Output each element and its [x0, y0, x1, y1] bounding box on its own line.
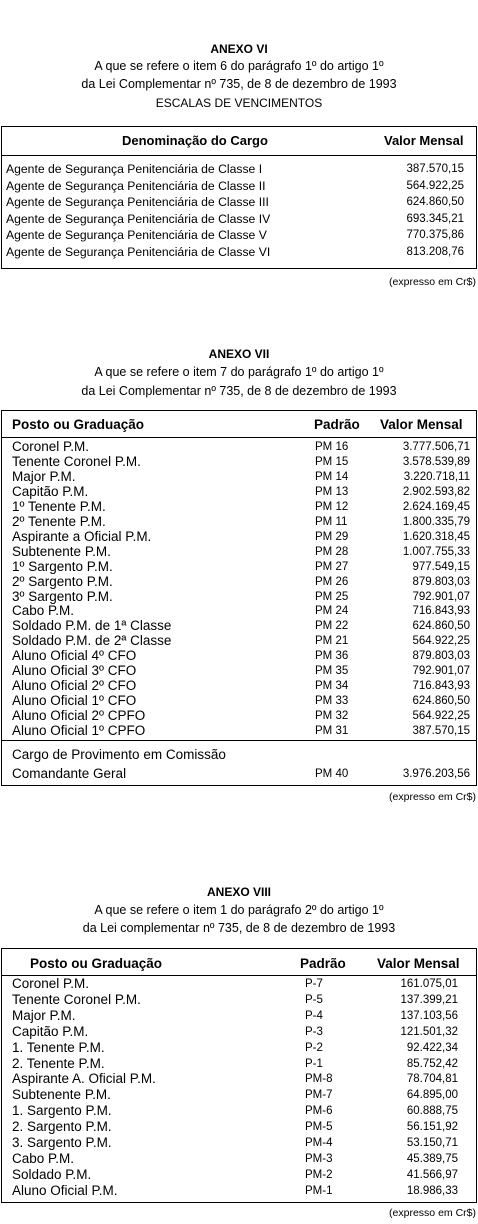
annex7-row-valor: 2.624.169,45	[402, 500, 470, 513]
annex7-row-valor: 3.578.539,89	[402, 455, 470, 468]
annex7-row-valor: 792.901,07	[412, 590, 470, 603]
annex6-row-valor: 693.345,21	[406, 212, 464, 225]
annex7-row-valor: 977.549,15	[412, 560, 470, 573]
annex7-row-valor: 624.860,50	[412, 695, 470, 708]
annex7-row-padrao: PM 24	[315, 605, 349, 618]
annex7-row-posto: Subtenente P.M.	[12, 543, 111, 559]
annex7-row-padrao: PM 12	[315, 500, 349, 513]
annex7-title: ANEXO VII	[208, 347, 270, 361]
annex8-row-valor: 78.704,81	[406, 1073, 458, 1086]
annex6-row-cargo: Agente de Segurança Penitenciária de Classe IV	[6, 211, 271, 226]
annex7-row-padrao: PM 36	[315, 650, 349, 663]
annex7-row-padrao: PM 31	[315, 725, 349, 738]
annex7-note: (expresso em Cr$)	[389, 791, 476, 803]
annex7-row-padrao: PM 13	[315, 485, 349, 498]
annex7-row-padrao: PM 16	[315, 441, 349, 453]
annex6-row-valor: 564.922,25	[406, 179, 464, 192]
annex8-row-padrao: P-2	[305, 1041, 323, 1054]
annex7-section-label: Cargo de Provimento em Comissão	[12, 747, 226, 762]
annex7-row-posto: Aspirante a Oficial P.M.	[12, 528, 152, 544]
annex8-row-posto: Subtenente P.M.	[12, 1087, 111, 1103]
annex6-row-cargo: Agente de Segurança Penitenciária de Classe VI	[6, 245, 271, 259]
annex7-row-padrao: PM 22	[315, 620, 349, 633]
annex6-note: (expresso em Cr$)	[389, 276, 476, 288]
annex6-line3: ESCALAS DE VENCIMENTOS	[155, 96, 323, 110]
annex8-row-padrao: PM-7	[305, 1089, 333, 1102]
annex7-row-valor: 564.922,25	[412, 710, 470, 723]
annex6-row-cargo: Agente de Segurança Penitenciária de Classe III	[6, 195, 269, 210]
annex6-row-valor: 813.208,76	[406, 246, 464, 258]
annex6-row-cargo: Agente de Segurança Penitenciária de Classe II	[6, 178, 266, 193]
annex7-row-posto: Soldado P.M. de 1ª Classe	[12, 618, 172, 634]
annex8-row-padrao: PM-2	[305, 1168, 333, 1181]
annex8-row-padrao: PM-3	[305, 1152, 333, 1165]
annex7-row-valor: 2.902.593,82	[402, 485, 470, 498]
annex7-row-posto: Aluno Oficial 2º CPFO	[12, 708, 146, 724]
annex7-table	[1, 410, 477, 786]
annex7-line2: da Lei Complementar nº 735, de 8 de dezembro de 1993	[81, 384, 397, 398]
annex7-row-padrao: PM 28	[315, 545, 349, 558]
annex8-row-posto: 3. Sargento P.M.	[12, 1135, 112, 1150]
annex8-row-padrao: PM-5	[305, 1121, 333, 1134]
annex7-header-divider	[2, 437, 476, 438]
annex7-row-valor: 387.570,15	[412, 725, 470, 738]
annex7-row-valor: 879.803,03	[412, 650, 470, 663]
annex8-row-valor: 137.103,56	[400, 1009, 458, 1022]
annex7-row-valor: 3.220.718,11	[403, 470, 470, 483]
annex7-row-valor: 624.860,50	[412, 620, 470, 633]
annex7-row-padrao: PM 25	[315, 590, 349, 603]
annex7-row-padrao: PM 11	[315, 515, 348, 528]
annex8-row-valor: 60.888,75	[406, 1105, 458, 1118]
annex8-row-padrao: P-1	[305, 1057, 323, 1070]
annex8-row-valor: 45.389,75	[406, 1152, 458, 1165]
annex8-row-posto: Tenente Coronel P.M.	[12, 991, 141, 1007]
annex8-table	[1, 948, 477, 1203]
annex6-header-valor: Valor Mensal	[384, 133, 464, 148]
annex7-commission-padrao: PM 40	[315, 768, 349, 780]
annex7-row-posto: Major P.M.	[12, 468, 76, 484]
annex8-row-valor: 92.422,34	[406, 1041, 458, 1054]
annex7-header-posto: Posto ou Graduação	[12, 417, 145, 432]
annex7-row-valor: 792.901,07	[412, 665, 470, 678]
annex7-row-valor: 1.007.755,33	[402, 545, 470, 558]
annex7-row-posto: 1º Tenente P.M.	[12, 498, 106, 514]
annex7-row-valor: 716.843,93	[412, 680, 470, 693]
annex7-row-posto: Cabo P.M.	[12, 603, 75, 619]
annex8-header-posto: Posto ou Graduação	[30, 956, 163, 971]
annex7-row-posto: 2º Sargento P.M.	[12, 573, 113, 589]
annex8-row-posto: Aspirante A. Oficial P.M.	[12, 1071, 156, 1087]
annex7-header-valor: Valor Mensal	[380, 417, 463, 432]
annex6-row-cargo: Agente de Segurança Penitenciária de Classe I	[6, 162, 263, 176]
annex7-header-padrao: Padrão	[314, 417, 360, 432]
annex8-row-valor: 85.752,42	[406, 1057, 458, 1070]
annex8-row-valor: 53.150,71	[406, 1137, 458, 1149]
annex7-row-posto: Tenente Coronel P.M.	[12, 453, 141, 469]
annex7-row-posto: Aluno Oficial 1º CFO	[12, 693, 137, 709]
annex8-row-valor: 121.501,32	[400, 1025, 458, 1038]
annex7-section-divider	[2, 740, 476, 741]
annex8-line2: da Lei complementar nº 735, de 8 de dezembro de 1993	[82, 921, 396, 935]
annex8-row-posto: Aluno Oficial P.M.	[12, 1182, 118, 1198]
annex8-row-posto: Cabo P.M.	[12, 1150, 75, 1166]
annex7-row-posto: 3º Sargento P.M.	[12, 588, 113, 604]
annex8-row-valor: 18.986,33	[406, 1184, 458, 1197]
annex6-line1: A que se refere o item 6 do parágrafo 1º do artigo 1º	[94, 59, 384, 73]
annex8-row-padrao: PM-4	[305, 1137, 333, 1149]
annex7-row-valor: 564.922,25	[412, 635, 470, 648]
annex6-table	[1, 126, 477, 269]
annex8-title: ANEXO VIII	[206, 885, 271, 899]
annex7-row-valor: 1.800.335,79	[402, 515, 470, 528]
annex8-row-posto: Major P.M.	[12, 1007, 76, 1023]
annex8-row-posto: 1. Tenente P.M.	[12, 1039, 105, 1055]
annex7-row-posto: Aluno Oficial 4º CFO	[12, 648, 137, 664]
annex8-row-posto: Soldado P.M.	[12, 1166, 92, 1182]
annex7-row-valor: 3.777.506,71	[402, 441, 470, 453]
annex6-row-valor: 770.375,86	[406, 229, 464, 242]
annex6-row-valor: 624.860,50	[406, 196, 464, 209]
annex8-row-padrao: PM-6	[305, 1105, 333, 1118]
annex7-commission-valor: 3.976.203,56	[402, 768, 470, 780]
annex8-row-valor: 161.075,01	[400, 978, 458, 990]
annex7-row-padrao: PM 15	[315, 455, 349, 468]
annex7-commission-posto: Comandante Geral	[12, 766, 127, 781]
annex7-row-posto: 1º Sargento P.M.	[12, 558, 113, 574]
annex7-row-padrao: PM 26	[315, 575, 349, 588]
annex7-row-posto: Coronel P.M.	[12, 439, 90, 454]
annex7-row-posto: Capitão P.M.	[12, 483, 89, 499]
annex6-header-divider	[2, 155, 476, 156]
annex7-row-posto: Aluno Oficial 1º CPFO	[12, 723, 146, 739]
annex8-row-posto: 2. Tenente P.M.	[12, 1055, 105, 1071]
annex8-row-posto: 2. Sargento P.M.	[12, 1119, 112, 1135]
annex8-header-valor: Valor Mensal	[377, 956, 460, 971]
annex7-row-padrao: PM 29	[315, 530, 349, 543]
annex8-row-valor: 56.151,92	[406, 1121, 458, 1134]
annex6-title: ANEXO VI	[210, 42, 268, 56]
annex8-row-padrao: PM-1	[305, 1184, 333, 1197]
annex7-line1: A que se refere o item 7 do parágrafo 1º do artigo 1º	[94, 365, 384, 379]
annex8-row-padrao: P-4	[305, 1009, 323, 1022]
annex7-row-posto: Aluno Oficial 2º CFO	[12, 678, 137, 694]
annex6-header-cargo: Denominação do Cargo	[122, 133, 268, 148]
annex8-note: (expresso em Cr$)	[389, 1207, 476, 1219]
annex7-row-padrao: PM 21	[315, 635, 349, 648]
annex8-row-padrao: P-5	[305, 993, 323, 1006]
annex7-row-posto: 2º Tenente P.M.	[12, 513, 106, 529]
annex7-row-padrao: PM 35	[315, 665, 349, 678]
annex7-row-padrao: PM 33	[315, 695, 349, 708]
annex8-row-padrao: P-7	[305, 978, 323, 990]
annex7-row-padrao: PM 32	[315, 710, 349, 723]
annex8-line1: A que se refere o item 1 do parágrafo 2º do artigo 1º	[94, 903, 384, 917]
annex7-row-valor: 879.803,03	[412, 575, 470, 588]
annex7-row-posto: Soldado P.M. de 2ª Classe	[12, 633, 172, 649]
annex7-row-valor: 716.843,93	[412, 605, 470, 618]
annex7-row-padrao: PM 27	[315, 560, 349, 573]
annex7-row-padrao: PM 34	[315, 680, 349, 693]
annex8-row-posto: Capitão P.M.	[12, 1023, 89, 1039]
annex8-row-posto: Coronel P.M.	[12, 976, 90, 991]
annex8-row-padrao: P-3	[305, 1025, 323, 1038]
annex8-row-valor: 64.895,00	[406, 1089, 458, 1102]
annex6-row-valor: 387.570,15	[406, 163, 464, 175]
annex7-row-posto: Aluno Oficial 3º CFO	[12, 663, 137, 679]
annex8-row-padrao: PM-8	[305, 1073, 333, 1086]
annex8-header-padrao: Padrão	[300, 956, 346, 971]
annex7-row-padrao: PM 14	[315, 470, 349, 483]
annex6-row-cargo: Agente de Segurança Penitenciária de Classe V	[6, 228, 267, 243]
annex7-row-valor: 1.620.318,45	[402, 530, 470, 543]
annex8-row-posto: 1. Sargento P.M.	[12, 1103, 112, 1119]
annex8-row-valor: 137.399,21	[400, 993, 458, 1006]
annex6-line2: da Lei Complementar nº 735, de 8 de dezembro de 1993	[81, 77, 397, 91]
annex8-row-valor: 41.566,97	[406, 1168, 458, 1181]
